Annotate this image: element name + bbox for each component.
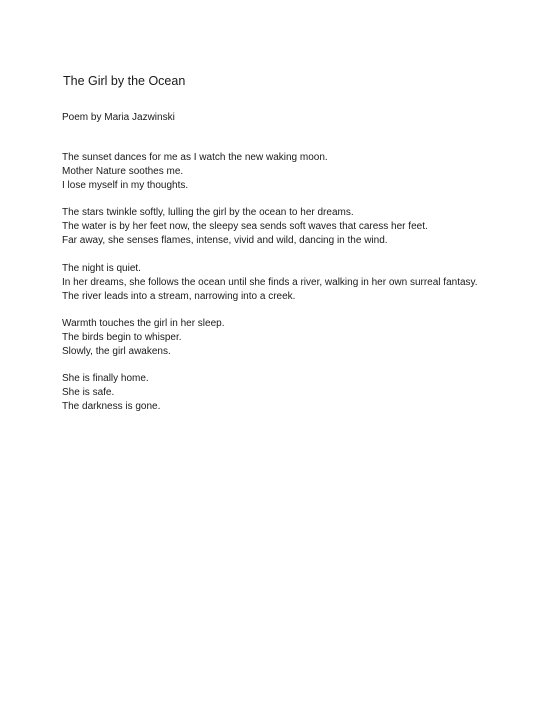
poem-title: The Girl by the Ocean (63, 74, 186, 88)
poem-byline: Poem by Maria Jazwinski (62, 112, 175, 123)
poem-line: The river leads into a stream, narrowing into a creek. (62, 291, 296, 302)
poem-line: The darkness is gone. (62, 401, 161, 412)
poem-line: The water is by her feet now, the sleepy sea sends soft waves that caress her feet. (62, 221, 428, 232)
poem-line: The stars twinkle softly, lulling the girl by the ocean to her dreams. (62, 207, 354, 218)
poem-line: The birds begin to whisper. (62, 332, 182, 343)
poem-line: Slowly, the girl awakens. (62, 346, 171, 357)
poem-line: I lose myself in my thoughts. (62, 180, 189, 191)
stanza-4 (62, 317, 224, 359)
stanza-1 (62, 151, 328, 193)
stanza-3 (62, 262, 478, 304)
poem-line: Warmth touches the girl in her sleep. (62, 318, 225, 329)
stanza-2 (62, 206, 428, 248)
poem-line: The sunset dances for me as I watch the new waking moon. (62, 152, 328, 163)
poem-line: The night is quiet. (62, 263, 141, 274)
poem-line: She is safe. (62, 387, 115, 398)
poem-line: She is finally home. (62, 373, 149, 384)
stanza-5 (62, 372, 160, 414)
poem-line: Far away, she senses flames, intense, vivid and wild, dancing in the wind. (62, 235, 388, 246)
poem-line: Mother Nature soothes me. (62, 166, 184, 177)
poem-line: In her dreams, she follows the ocean until she finds a river, walking in her own surreal fantasy. (62, 277, 478, 288)
